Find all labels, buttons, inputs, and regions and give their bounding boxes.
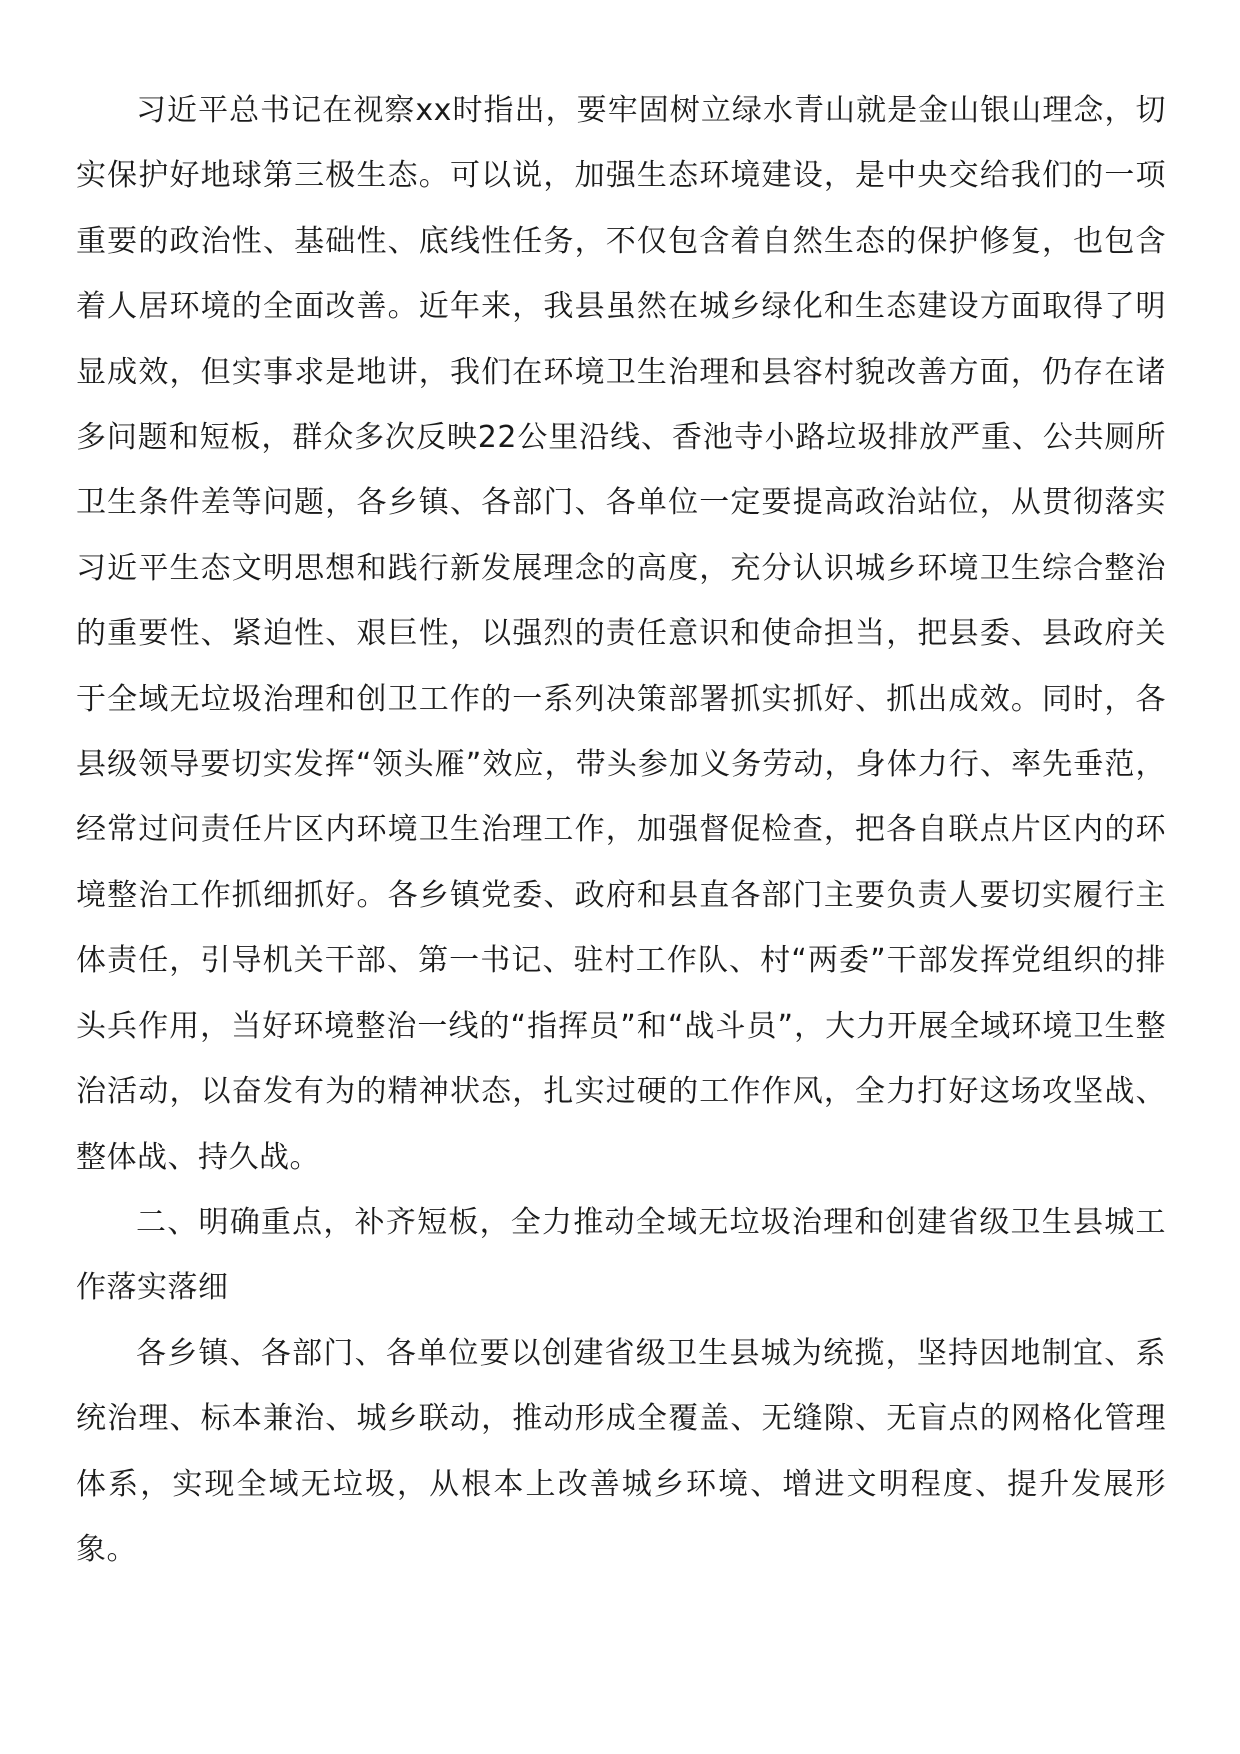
body-paragraph: 习近平总书记在视察xx时指出，要牢固树立绿水青山就是金山银山理念，切实保护好地球第三极生态。可以说，加强生态环境建设，是中央交给我们的一项重要的政治性、基础性、底线性任务，不仅包含着自然生态的保护修复，也包含着人居环境的全面改善。近年来，我县虽然在城乡绿化和生态建设方面取得了明显成效，但实事求是地讲，我们在环境卫生治理和县容村貌改善方面，仍存在诸多问题和短板，群众多次反映22公里沿线、香池寺小路垃圾排放严重、公共厕所卫生条件差等问题，各乡镇、各部门、各单位一定要提高政治站位，从贯彻落实习近平生态文明思想和践行新发展理念的高度，充分认识城乡环境卫生综合整治的重要性、紧迫性、艰巨性，以强烈的责任意识和使命担当，把县委、县政府关于全域无垃圾治理和创卫工作的一系列决策部署抓实抓好、抓出成效。同时，各县级领导要切实发挥“领头雁”效应，带头参加义务劳动，身体力行、率先垂范，经常过问责任片区内环境卫生治理工作，加强督促检查，把各自联点片区内的环境整治工作抓细抓好。各乡镇党委、政府和县直各部门主要负责人要切实履行主体责任，引导机关干部、第一书记、驻村工作队、村“两委”干部发挥党组织的排头兵作用，当好环境整治一线的“指挥员”和“战斗员”，大力开展全域环境卫生整治活动，以奋发有为的精神状态，扎实过硬的工作作风，全力打好这场攻坚战、整体战、持久战。 <box>76 93 1166 1175</box>
document-page <box>76 78 1166 1582</box>
section-heading: 二、明确重点，补齐短板，全力推动全域无垃圾治理和创建省级卫生县城工作落实落细 <box>76 1204 1166 1306</box>
body-paragraph: 各乡镇、各部门、各单位要以创建省级卫生县城为统揽，坚持因地制宜、系统治理、标本兼治、城乡联动，推动形成全覆盖、无缝隙、无盲点的网格化管理体系，实现全域无垃圾，从根本上改善城乡环境、增进文明程度、提升发展形象。 <box>76 1335 1166 1567</box>
